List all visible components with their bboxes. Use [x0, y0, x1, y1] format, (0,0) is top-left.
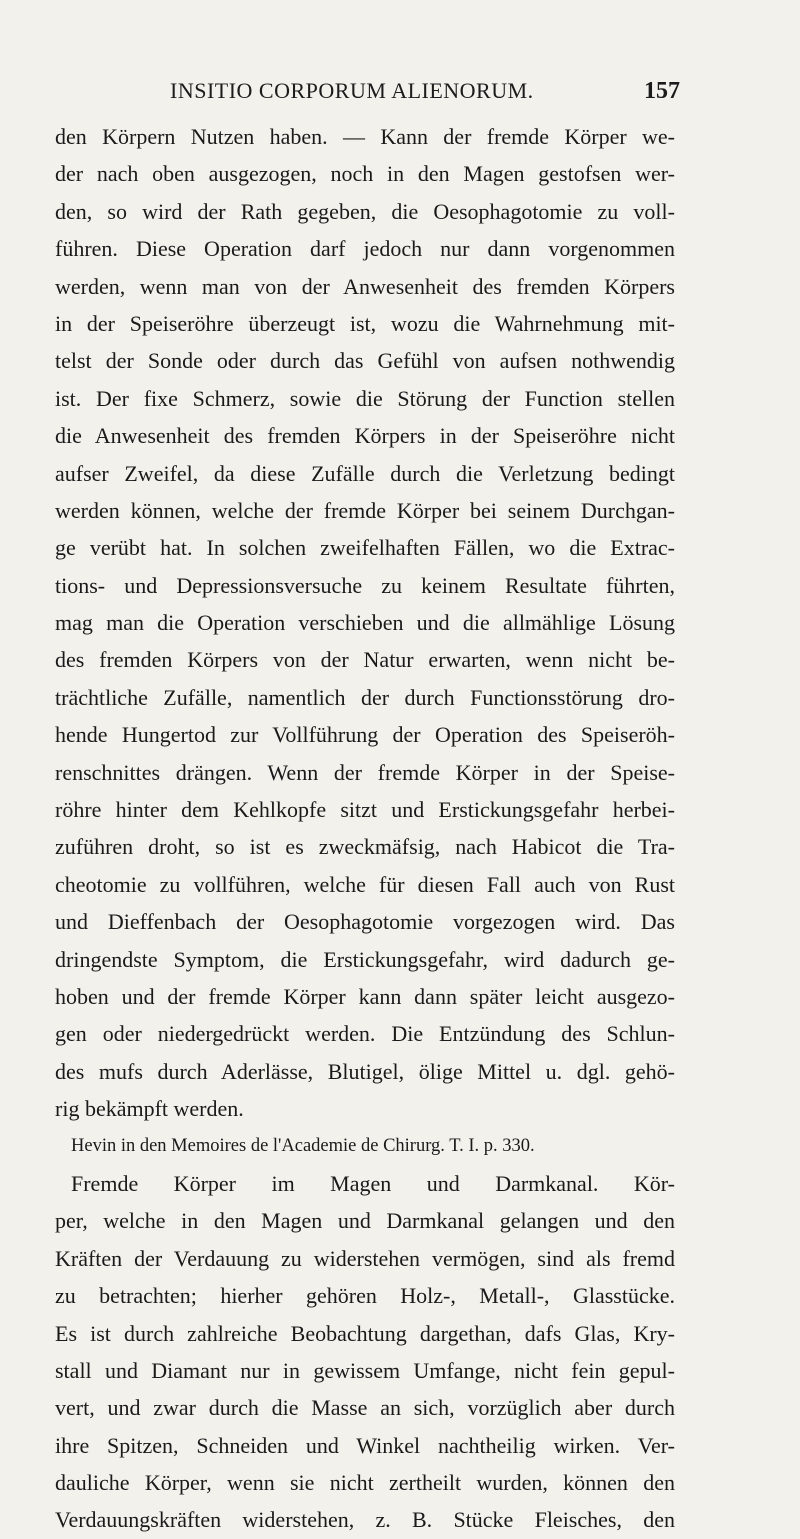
text-line: Verdauungskräften widerstehen, z. B. Stücke Fleisches, den: [55, 1507, 675, 1533]
text-line: gen oder niedergedrückt werden. Die Entzündung des Schlun-: [55, 1021, 675, 1047]
text-line: Es ist durch zahlreiche Beobachtung dargethan, dafs Glas, Kry-: [55, 1320, 675, 1346]
text-line: ist. Der fixe Schmerz, sowie die Störung der Function stellen: [55, 385, 675, 411]
text-line: den, so wird der Rath gegeben, die Oesophagotomie zu voll-: [55, 198, 675, 224]
text-line: den Körpern Nutzen haben. — Kann der fremde Körper we-: [55, 124, 675, 149]
text-line: röhre hinter dem Kehlkopfe sitzt und Erstickungsgefahr herbei-: [55, 797, 675, 823]
text-line: führen. Diese Operation darf jedoch nur dann vorgenommen: [55, 236, 675, 262]
text-line: hende Hungertod zur Vollführung der Operation des Speiseröh-: [55, 722, 675, 748]
text-line: zuführen droht, so ist es zweckmäfsig, nach Habicot die Tra-: [55, 834, 675, 860]
citation-line: Hevin in den Memoires de l'Academie de Chirurg. T. I. p. 330.: [71, 1135, 535, 1156]
text-line: trächtliche Zufälle, namentlich der durch Functionsstörung dro-: [55, 684, 675, 710]
text-line: zu betrachten; hierher gehören Holz-, Metall-, Glasstücke.: [55, 1283, 675, 1309]
section-heading-line: Fremde Körper im Magen und Darmkanal. Kör-: [71, 1170, 675, 1196]
text-line: in der Speiseröhre überzeugt ist, wozu die Wahrnehmung mit-: [55, 310, 675, 336]
text-line: per, welche in den Magen und Darmkanal gelangen und den: [55, 1208, 675, 1234]
text-line: cheotomie zu vollführen, welche für diesen Fall auch von Rust: [55, 871, 675, 897]
text-line: und Dieffenbach der Oesophagotomie vorgezogen wird. Das: [55, 909, 675, 935]
page-number: 157: [644, 78, 680, 104]
text-line: der nach oben ausgezogen, noch in den Magen gestofsen wer-: [55, 161, 675, 187]
text-line: ge verübt hat. In solchen zweifelhaften Fällen, wo die Extrac-: [55, 535, 675, 561]
text-line: stall und Diamant nur in gewissem Umfange, nicht fein gepul-: [55, 1357, 675, 1383]
text-line: aufser Zweifel, da diese Zufälle durch die Verletzung bedingt: [55, 460, 675, 486]
text-line: tions- und Depressionsversuche zu keinem Resultate führten,: [55, 572, 675, 598]
text-line: mag man die Operation verschieben und die allmählige Lösung: [55, 610, 675, 636]
page-header: [170, 78, 680, 112]
body-text: [55, 118, 675, 1539]
text-line: vert, und zwar durch die Masse an sich, vorzüglich aber durch: [55, 1395, 675, 1421]
text-line: renschnittes drängen. Wenn der fremde Körper in der Speise-: [55, 759, 675, 785]
text-line: werden, wenn man von der Anwesenheit des fremden Körpers: [55, 273, 675, 299]
text-line: hoben und der fremde Körper kann dann später leicht ausgezo-: [55, 983, 675, 1009]
text-line: rig bekämpft werden.: [55, 1096, 244, 1122]
text-line: telst der Sonde oder durch das Gefühl von aufsen nothwendig: [55, 348, 675, 374]
text-line: des mufs durch Aderlässe, Blutigel, ölige Mittel u. dgl. gehö-: [55, 1058, 675, 1084]
text-line: Kräften der Verdauung zu widerstehen vermögen, sind als fremd: [55, 1245, 675, 1271]
text-line: ihre Spitzen, Schneiden und Winkel nachtheilig wirken. Ver-: [55, 1432, 675, 1458]
text-line: die Anwesenheit des fremden Körpers in der Speiseröhre nicht: [55, 423, 675, 449]
text-line: des fremden Körpers von der Natur erwarten, wenn nicht be-: [55, 647, 675, 673]
text-line: dringendste Symptom, die Erstickungsgefahr, wird dadurch ge-: [55, 946, 675, 972]
text-line: dauliche Körper, wenn sie nicht zertheilt wurden, können den: [55, 1470, 675, 1496]
text-line: werden können, welche der fremde Körper bei seinem Durchgan-: [55, 497, 675, 523]
running-title: INSITIO CORPORUM ALIENORUM.: [170, 78, 534, 103]
